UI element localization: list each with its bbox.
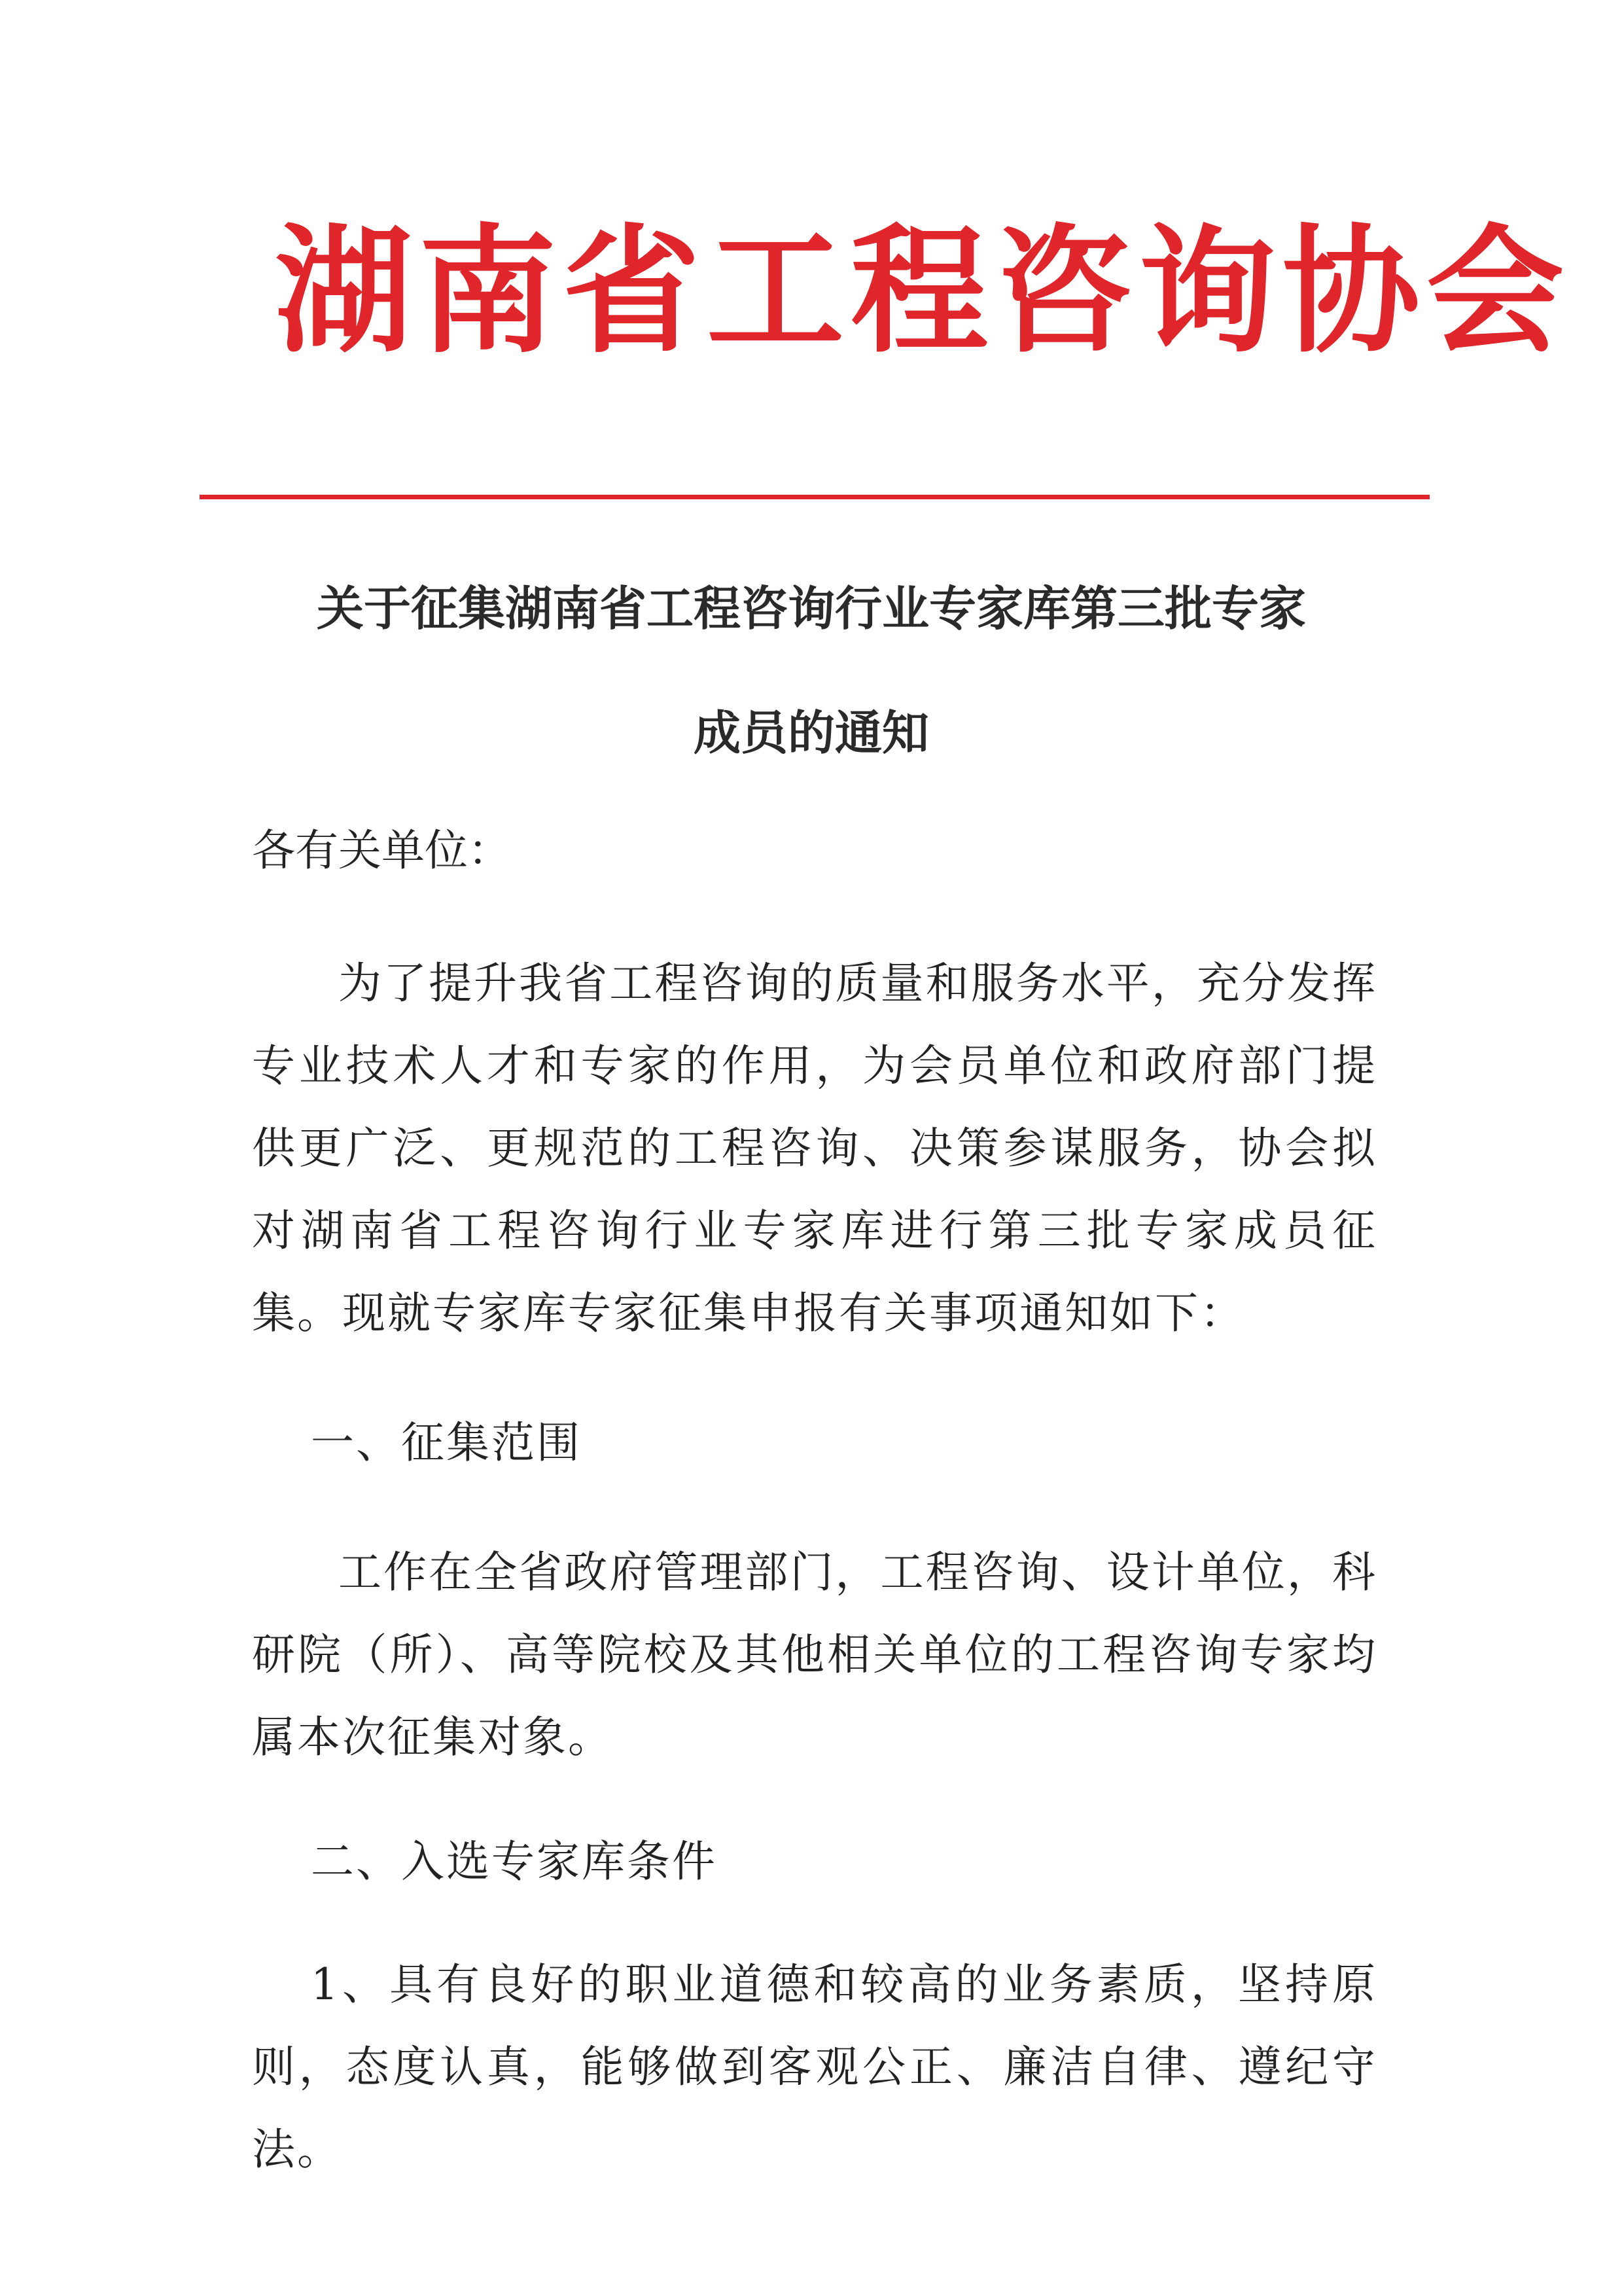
- section-2-item-1: 1、具有良好的职业道德和较高的业务素质，坚持原则，态度认真，能够做到客观公正、廉洁自律、遵纪守法。: [252, 1959, 1377, 2175]
- section-1-heading: 一、征集范围: [311, 1417, 582, 1468]
- salutation: 各有关单位：: [252, 825, 511, 876]
- section-2-heading: 二、入选专家库条件: [311, 1836, 717, 1887]
- document-title-line-2: 成员的通知: [693, 705, 929, 760]
- section-1-paragraph: 工作在全省政府管理部门，工程咨询、设计单位，科研院（所）、高等院校及其他相关单位的工程咨询专家均属本次征集对象。: [252, 1547, 1377, 1762]
- document-title-line-1: 关于征集湖南省工程咨询行业专家库第三批专家: [316, 580, 1306, 636]
- intro-paragraph: 为了提升我省工程咨询的质量和服务水平，充分发挥专业技术人才和专家的作用，为会员单位和政府部门提供更广泛、更规范的工程咨询、决策参谋服务，协会拟对湖南省工程咨询行业专家库进行第三批专家成员征集。现就专家库专家征集申报有关事项通知如下：: [252, 958, 1377, 1338]
- organization-letterhead: 湖南省工程咨询协会: [275, 210, 1571, 372]
- letterhead-divider: [200, 495, 1430, 499]
